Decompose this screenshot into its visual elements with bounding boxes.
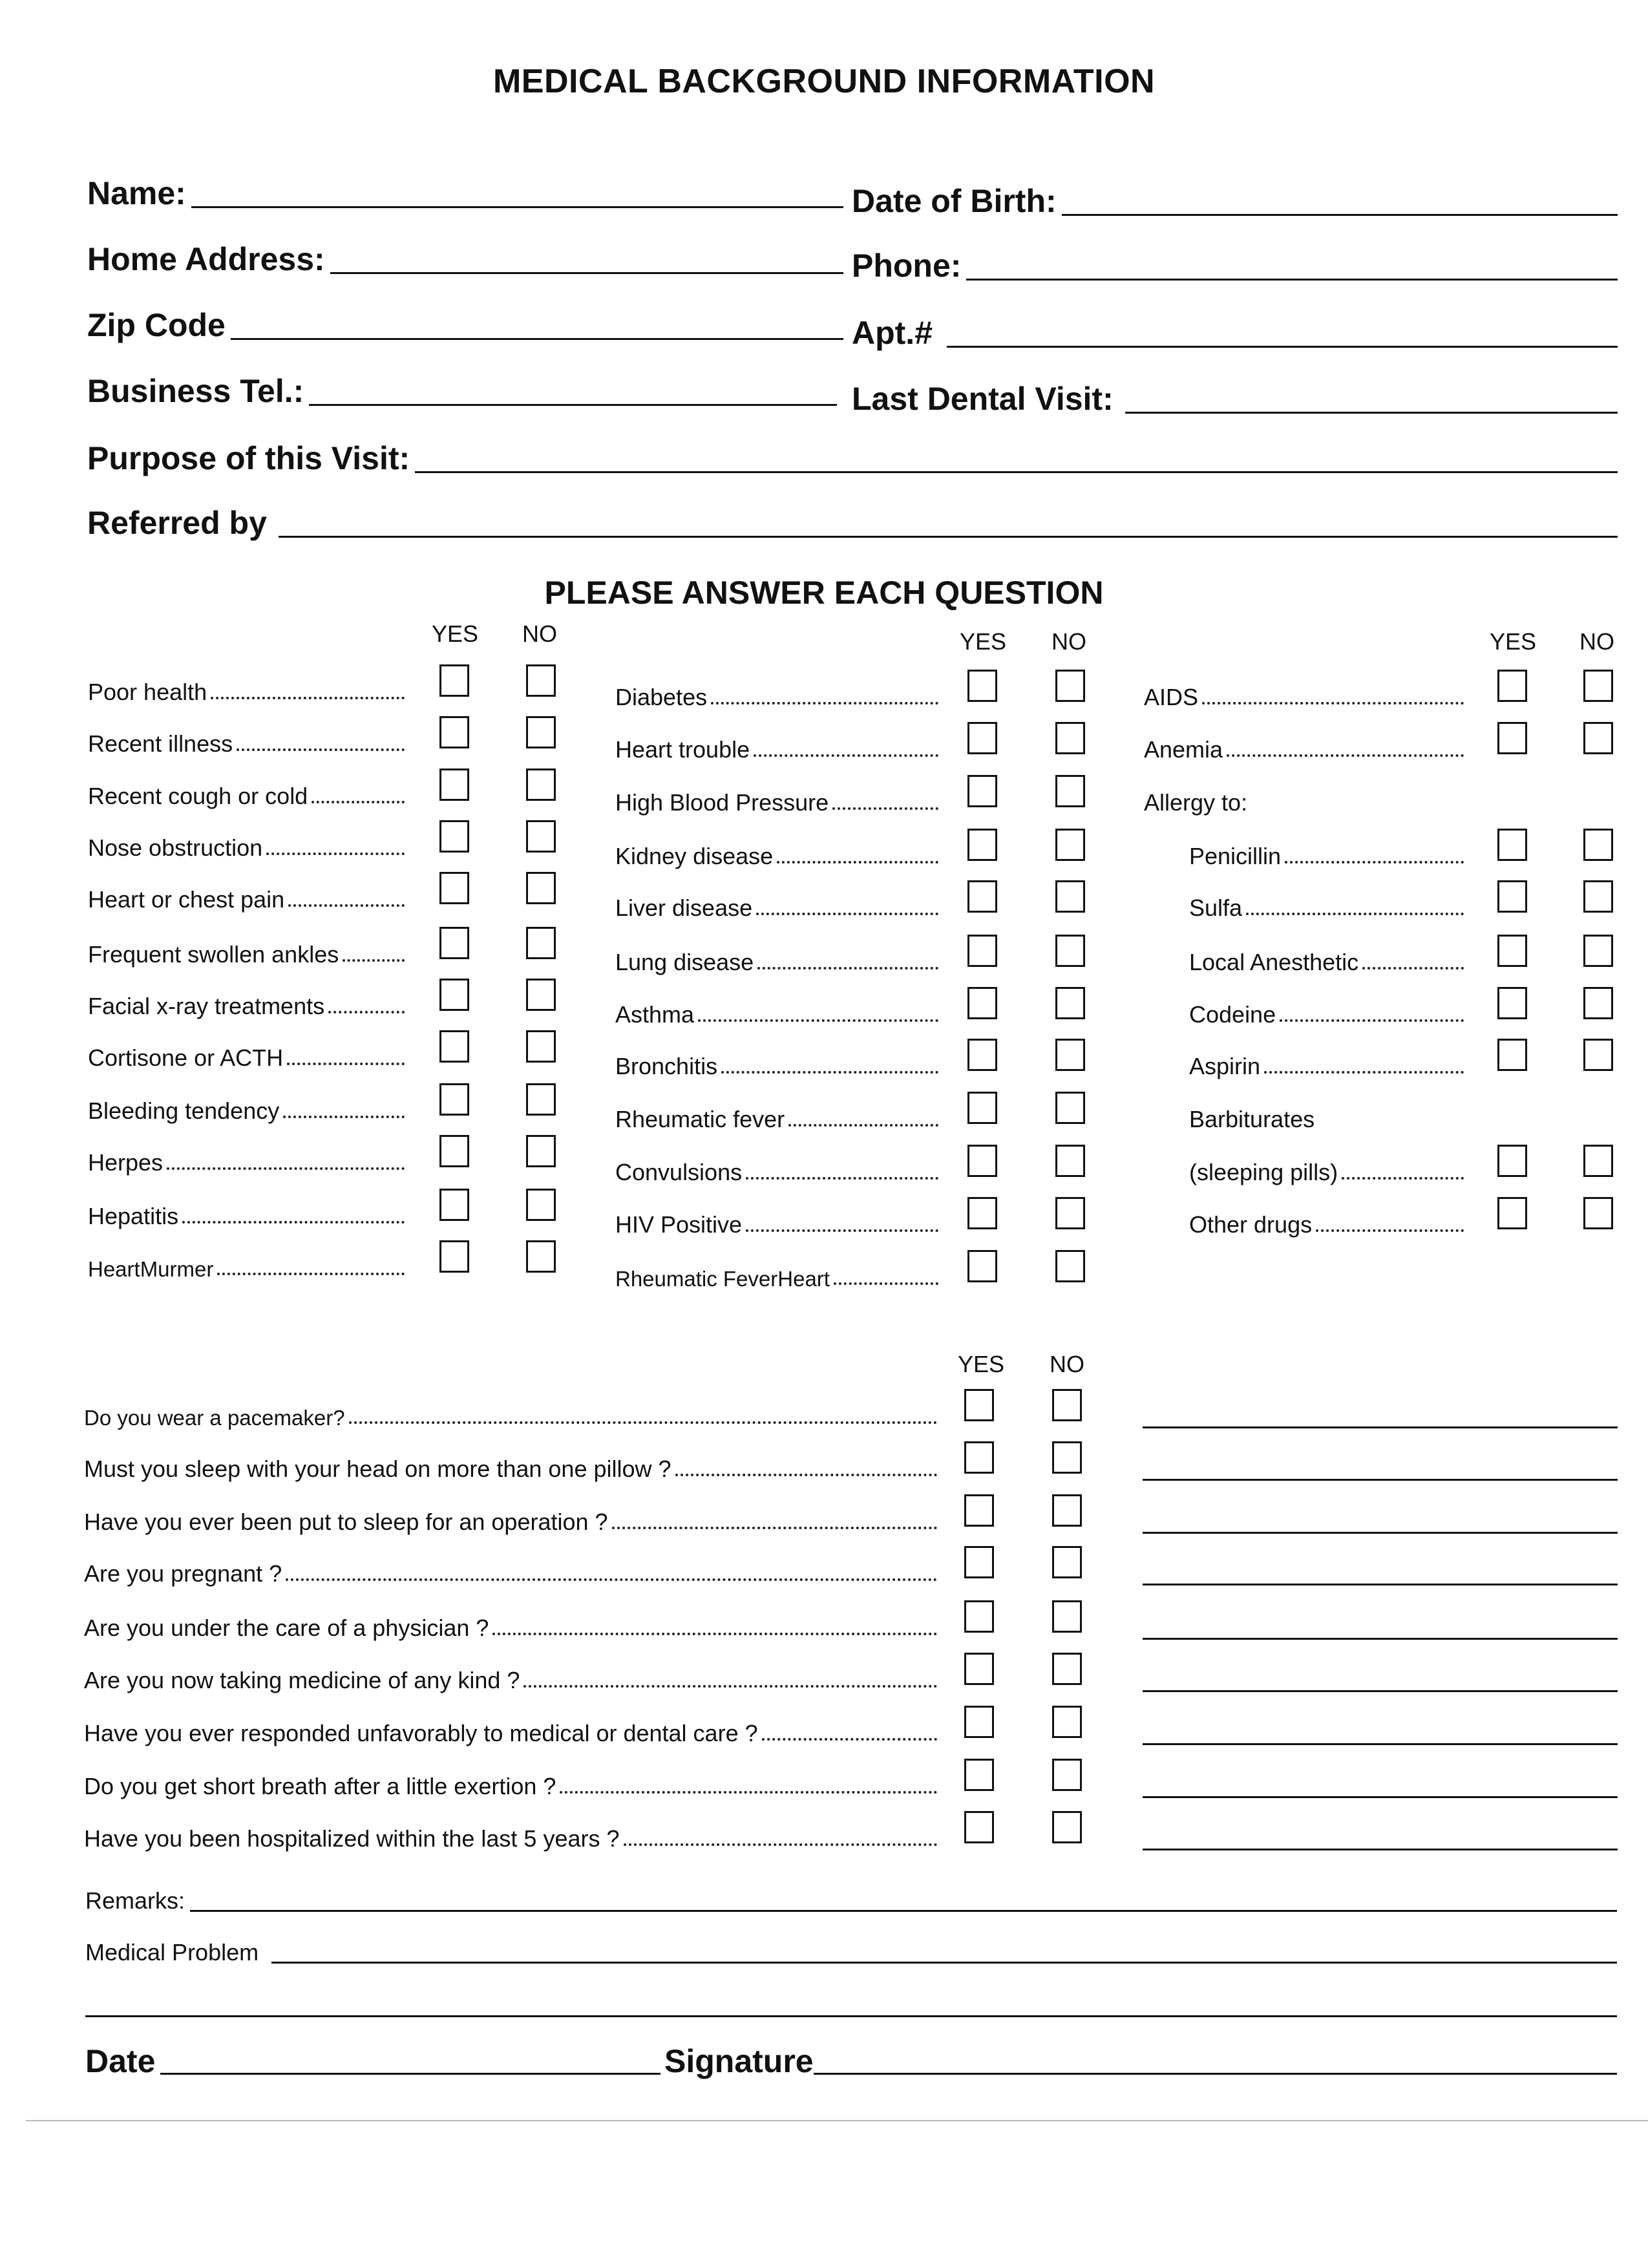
condition-row	[615, 1049, 938, 1080]
condition-label: Codeine	[1189, 1001, 1276, 1028]
dob-line[interactable]	[1062, 214, 1618, 216]
yes-checkbox[interactable]	[967, 880, 997, 913]
zip-code-line[interactable]	[231, 338, 843, 340]
dotted-leader	[1227, 754, 1464, 757]
dotted-leader	[286, 1578, 937, 1581]
business-tel-line[interactable]	[309, 404, 837, 406]
yes-column-header: YES	[432, 620, 479, 647]
yes-checkbox[interactable]	[439, 1240, 469, 1273]
condition-label: Barbiturates	[1189, 1106, 1315, 1132]
no-checkbox[interactable]	[526, 716, 556, 748]
signature-label: Signature	[664, 2043, 814, 2079]
condition-label: Convulsions	[615, 1159, 743, 1185]
condition-label: Herpes	[88, 1149, 164, 1176]
condition-row	[1189, 1049, 1464, 1080]
no-checkbox[interactable]	[526, 1189, 556, 1221]
no-checkbox[interactable]	[1583, 670, 1613, 702]
yes-checkbox[interactable]	[967, 935, 997, 967]
yes-checkbox[interactable]	[964, 1441, 994, 1474]
yes-checkbox[interactable]	[1497, 722, 1527, 754]
condition-label: Asthma	[615, 1001, 695, 1028]
answer-detail-line[interactable]	[1143, 1796, 1618, 1798]
condition-row	[1189, 1155, 1464, 1186]
no-column-header: NO	[522, 620, 557, 647]
yes-checkbox[interactable]	[967, 829, 997, 861]
purpose-of-visit-field[interactable]	[87, 440, 1618, 477]
question-row	[84, 1452, 937, 1483]
dotted-leader	[698, 1019, 938, 1022]
condition-label: Recent illness	[88, 730, 233, 757]
dotted-leader	[343, 959, 405, 962]
condition-label: Cortisone or ACTH	[88, 1044, 284, 1071]
no-checkbox[interactable]	[1055, 670, 1085, 702]
condition-row	[615, 680, 938, 711]
answer-detail-line[interactable]	[1143, 1584, 1618, 1585]
condition-row	[88, 1041, 405, 1072]
condition-row	[1189, 1207, 1464, 1238]
home-address-label: Home Address:	[87, 241, 325, 277]
condition-row	[88, 1199, 405, 1230]
remarks-field[interactable]	[85, 1887, 1617, 1914]
condition-label: Bronchitis	[615, 1053, 718, 1079]
medical-problem-extra-line[interactable]	[85, 2015, 1617, 2017]
dotted-leader	[711, 702, 938, 705]
dotted-leader	[182, 1221, 405, 1224]
no-checkbox[interactable]	[1055, 987, 1085, 1019]
date-label: Date	[85, 2043, 156, 2079]
dotted-leader	[328, 1011, 405, 1013]
dotted-leader	[746, 1229, 938, 1232]
page-edge	[26, 2120, 1648, 2121]
no-checkbox[interactable]	[1055, 1145, 1085, 1177]
no-checkbox[interactable]	[526, 979, 556, 1011]
no-checkbox[interactable]	[526, 872, 556, 904]
yes-checkbox[interactable]	[1497, 935, 1527, 967]
condition-label: Rheumatic fever	[615, 1106, 785, 1132]
condition-row	[1144, 680, 1464, 711]
answer-detail-line[interactable]	[1143, 1743, 1618, 1745]
yes-checkbox[interactable]	[439, 1030, 469, 1063]
referred-by-field[interactable]	[87, 504, 1618, 542]
condition-label: Allergy to:	[1144, 789, 1248, 816]
phone-label: Phone:	[852, 248, 962, 284]
condition-label: Nose obstruction	[88, 834, 263, 861]
yes-checkbox[interactable]	[439, 768, 469, 801]
dotted-leader	[283, 1116, 405, 1118]
question-row	[84, 1399, 937, 1430]
no-checkbox[interactable]	[1052, 1706, 1082, 1738]
no-checkbox[interactable]	[1583, 1039, 1613, 1071]
yes-checkbox[interactable]	[967, 1039, 997, 1071]
answer-detail-line[interactable]	[1143, 1479, 1618, 1481]
yes-checkbox[interactable]	[967, 1092, 997, 1124]
remarks-label: Remarks:	[85, 1887, 185, 1914]
yes-checkbox[interactable]	[964, 1494, 994, 1527]
no-checkbox[interactable]	[1052, 1811, 1082, 1843]
dotted-leader	[834, 1282, 938, 1285]
condition-label: HIV Positive	[615, 1211, 743, 1238]
yes-checkbox[interactable]	[439, 927, 469, 959]
no-checkbox[interactable]	[526, 820, 556, 853]
dotted-leader	[757, 967, 938, 970]
zip-code-label: Zip Code	[87, 307, 226, 343]
phone-field[interactable]	[852, 247, 1618, 284]
phone-line[interactable]	[966, 279, 1618, 281]
condition-label: Lung disease	[615, 949, 754, 975]
dotted-leader	[312, 801, 405, 803]
no-checkbox[interactable]	[1583, 880, 1613, 913]
yes-column-header: YES	[1490, 628, 1537, 655]
yes-checkbox[interactable]	[439, 820, 469, 853]
no-checkbox[interactable]	[1583, 722, 1613, 754]
signature-line[interactable]	[814, 2073, 1617, 2075]
condition-row	[88, 1094, 405, 1125]
yes-checkbox[interactable]	[967, 775, 997, 807]
question-row	[84, 1663, 937, 1694]
no-checkbox[interactable]	[1055, 829, 1085, 861]
business-tel-label: Business Tel.:	[87, 373, 304, 409]
condition-label: HeartMurmer	[88, 1257, 214, 1281]
dotted-leader	[1362, 967, 1464, 970]
dotted-leader	[1342, 1177, 1464, 1180]
question-row	[84, 1611, 937, 1642]
business-tel-field[interactable]	[87, 372, 837, 410]
medical-problem-line[interactable]	[271, 1962, 1617, 1964]
date-line[interactable]	[160, 2073, 660, 2075]
dotted-leader	[675, 1474, 937, 1476]
last-dental-visit-field[interactable]	[852, 380, 1618, 418]
condition-label: Facial x-ray treatments	[88, 993, 325, 1019]
condition-row	[88, 1251, 405, 1282]
yes-checkbox[interactable]	[1497, 1145, 1527, 1177]
dotted-leader	[746, 1177, 938, 1180]
condition-label: Other drugs	[1189, 1211, 1313, 1238]
medical-problem-field[interactable]	[85, 1939, 1617, 1966]
no-column-header: NO	[1050, 1351, 1084, 1377]
yes-checkbox[interactable]	[1497, 880, 1527, 913]
condition-row	[615, 1207, 938, 1238]
condition-label: Hepatitis	[88, 1203, 179, 1229]
condition-row	[88, 989, 405, 1020]
no-checkbox[interactable]	[1583, 987, 1613, 1019]
dob-label: Date of Birth:	[852, 183, 1057, 219]
condition-row	[615, 839, 938, 870]
condition-label: Diabetes	[615, 684, 708, 710]
condition-row	[1189, 997, 1464, 1028]
yes-checkbox[interactable]	[439, 1135, 469, 1167]
condition-row	[615, 1260, 938, 1291]
last-dental-visit-label: Last Dental Visit:	[852, 381, 1114, 417]
condition-row	[88, 726, 405, 758]
yes-checkbox[interactable]	[1497, 987, 1527, 1019]
condition-label: (sleeping pills)	[1189, 1159, 1338, 1185]
no-checkbox[interactable]	[1055, 722, 1085, 754]
date-field[interactable]	[85, 2042, 660, 2080]
yes-checkbox[interactable]	[967, 722, 997, 754]
yes-column-header: YES	[960, 628, 1007, 655]
dotted-leader	[624, 1843, 938, 1846]
condition-row	[615, 945, 938, 976]
yes-checkbox[interactable]	[439, 1083, 469, 1116]
yes-checkbox[interactable]	[439, 664, 469, 697]
question-label: Do you get short breath after a little exertion ?	[84, 1773, 556, 1799]
condition-row	[615, 785, 938, 816]
condition-row	[1189, 945, 1464, 976]
no-checkbox[interactable]	[1583, 1145, 1613, 1177]
apt-label: Apt.#	[852, 315, 933, 351]
question-label: Are you pregnant ?	[84, 1560, 282, 1587]
home-address-line[interactable]	[330, 272, 843, 274]
no-checkbox[interactable]	[1055, 1039, 1085, 1071]
question-label: Have you been hospitalized within the last 5 years ?	[84, 1825, 620, 1852]
apt-line[interactable]	[947, 346, 1618, 348]
no-checkbox[interactable]	[526, 1030, 556, 1063]
yes-checkbox[interactable]	[967, 670, 997, 702]
condition-label: Rheumatic FeverHeart	[615, 1267, 830, 1291]
condition-label: Poor health	[88, 679, 207, 705]
yes-checkbox[interactable]	[967, 1250, 997, 1282]
condition-row	[88, 937, 405, 968]
condition-row	[615, 891, 938, 922]
no-column-header: NO	[1051, 628, 1086, 655]
question-row	[84, 1556, 937, 1587]
condition-row	[1144, 732, 1464, 763]
dotted-leader	[832, 807, 938, 810]
zip-code-field[interactable]	[87, 306, 843, 344]
no-checkbox[interactable]	[1055, 1197, 1085, 1229]
yes-checkbox[interactable]	[439, 1189, 469, 1221]
answer-detail-line[interactable]	[1143, 1532, 1618, 1534]
yes-checkbox[interactable]	[964, 1546, 994, 1578]
yes-column-header: YES	[958, 1351, 1005, 1377]
no-checkbox[interactable]	[526, 1240, 556, 1273]
no-checkbox[interactable]	[1583, 935, 1613, 967]
answer-detail-line[interactable]	[1143, 1638, 1618, 1640]
condition-label: Local Anesthetic	[1189, 949, 1359, 975]
question-row	[84, 1505, 937, 1536]
yes-checkbox[interactable]	[967, 1197, 997, 1229]
condition-label: Penicillin	[1189, 843, 1282, 869]
condition-label: Kidney disease	[615, 843, 774, 869]
dotted-leader	[1285, 861, 1464, 864]
yes-checkbox[interactable]	[967, 987, 997, 1019]
condition-label: High Blood Pressure	[615, 789, 829, 816]
dotted-leader	[523, 1685, 937, 1688]
no-checkbox[interactable]	[1052, 1389, 1082, 1421]
no-checkbox[interactable]	[1052, 1600, 1082, 1633]
dotted-leader	[288, 904, 405, 907]
condition-row	[615, 997, 938, 1028]
no-checkbox[interactable]	[526, 664, 556, 697]
question-label: Have you ever been put to sleep for an operation ?	[84, 1509, 608, 1535]
question-label: Have you ever responded unfavorably to medical or dental care ?	[84, 1720, 758, 1746]
no-checkbox[interactable]	[526, 927, 556, 959]
yes-checkbox[interactable]	[439, 979, 469, 1011]
dotted-leader	[756, 913, 938, 915]
yes-checkbox[interactable]	[964, 1759, 994, 1791]
condition-row	[1189, 839, 1464, 870]
no-checkbox[interactable]	[1055, 775, 1085, 807]
yes-checkbox[interactable]	[1497, 670, 1527, 702]
condition-label: Sulfa	[1189, 895, 1243, 921]
no-checkbox[interactable]	[1055, 1092, 1085, 1124]
yes-checkbox[interactable]	[964, 1653, 994, 1685]
dotted-leader	[777, 861, 938, 864]
dotted-leader	[1316, 1229, 1464, 1232]
condition-label: Heart or chest pain	[88, 886, 285, 913]
condition-label: AIDS	[1144, 684, 1199, 710]
yes-checkbox[interactable]	[964, 1811, 994, 1843]
medical-problem-label: Medical Problem	[85, 1939, 259, 1966]
condition-row	[88, 831, 405, 862]
dotted-leader	[167, 1167, 405, 1170]
name-line[interactable]	[191, 206, 843, 208]
yes-checkbox[interactable]	[439, 716, 469, 748]
condition-label: Heart trouble	[615, 736, 750, 763]
dotted-leader	[1246, 913, 1464, 915]
apt-field[interactable]	[852, 314, 1618, 352]
dotted-leader	[211, 697, 405, 699]
condition-row	[615, 1102, 938, 1133]
section-title: PLEASE ANSWER EACH QUESTION	[544, 575, 1104, 611]
yes-checkbox[interactable]	[1497, 1197, 1527, 1229]
dotted-leader	[217, 1273, 405, 1275]
yes-checkbox[interactable]	[439, 872, 469, 904]
dotted-leader	[788, 1124, 938, 1127]
no-checkbox[interactable]	[1052, 1494, 1082, 1527]
referred-by-line[interactable]	[279, 536, 1618, 538]
signature-field[interactable]	[664, 2042, 1617, 2080]
question-row	[84, 1716, 937, 1747]
dotted-leader	[266, 853, 405, 855]
answer-detail-line[interactable]	[1143, 1690, 1618, 1692]
no-checkbox[interactable]	[526, 1083, 556, 1116]
purpose-of-visit-line[interactable]	[415, 471, 1618, 473]
condition-row	[88, 882, 405, 913]
dotted-leader	[1202, 702, 1464, 705]
dotted-leader	[492, 1633, 937, 1635]
no-checkbox[interactable]	[1055, 1250, 1085, 1282]
dotted-leader	[1280, 1019, 1464, 1022]
condition-row	[88, 1145, 405, 1176]
last-dental-visit-line[interactable]	[1125, 412, 1618, 414]
condition-row	[1189, 891, 1464, 922]
no-checkbox[interactable]	[1583, 829, 1613, 861]
dotted-leader	[287, 1063, 405, 1065]
dotted-leader	[237, 748, 405, 751]
name-field[interactable]	[87, 175, 843, 212]
condition-row	[615, 1155, 938, 1186]
condition-row	[88, 779, 405, 810]
dotted-leader	[612, 1527, 937, 1529]
question-label: Are you under the care of a physician ?	[84, 1615, 489, 1641]
remarks-line[interactable]	[190, 1910, 1617, 1912]
no-checkbox[interactable]	[1583, 1197, 1613, 1229]
referred-by-label: Referred by	[87, 505, 267, 541]
condition-row	[1189, 1102, 1464, 1133]
question-label: Must you sleep with your head on more than one pillow ?	[84, 1456, 671, 1482]
dotted-leader	[754, 754, 938, 757]
question-row	[84, 1821, 937, 1852]
dotted-leader	[560, 1791, 937, 1794]
condition-row	[615, 732, 938, 763]
condition-row	[1144, 785, 1464, 816]
home-address-field[interactable]	[87, 240, 843, 278]
dob-field[interactable]	[852, 182, 1618, 220]
dotted-leader	[349, 1421, 937, 1424]
yes-checkbox[interactable]	[964, 1600, 994, 1633]
dotted-leader	[762, 1738, 937, 1741]
question-row	[84, 1769, 937, 1800]
answer-detail-line[interactable]	[1143, 1426, 1618, 1428]
dotted-leader	[721, 1071, 938, 1074]
yes-checkbox[interactable]	[964, 1389, 994, 1421]
no-checkbox[interactable]	[526, 1135, 556, 1167]
no-checkbox[interactable]	[1052, 1441, 1082, 1474]
condition-label: Anemia	[1144, 736, 1223, 763]
form-title: MEDICAL BACKGROUND INFORMATION	[492, 63, 1156, 100]
no-checkbox[interactable]	[1052, 1759, 1082, 1791]
name-label: Name:	[87, 175, 186, 211]
yes-checkbox[interactable]	[1497, 1039, 1527, 1071]
condition-label: Liver disease	[615, 895, 753, 921]
purpose-of-visit-label: Purpose of this Visit:	[87, 440, 410, 476]
condition-label: Recent cough or cold	[88, 783, 308, 809]
question-label: Do you wear a pacemaker?	[84, 1406, 345, 1430]
condition-label: Bleeding tendency	[88, 1097, 280, 1124]
condition-row	[88, 675, 405, 706]
yes-checkbox[interactable]	[964, 1706, 994, 1738]
yes-checkbox[interactable]	[967, 1145, 997, 1177]
yes-checkbox[interactable]	[1497, 829, 1527, 861]
no-checkbox[interactable]	[1052, 1653, 1082, 1685]
dotted-leader	[1264, 1071, 1464, 1074]
answer-detail-line[interactable]	[1143, 1849, 1618, 1850]
no-checkbox[interactable]	[526, 768, 556, 801]
condition-label: Aspirin	[1189, 1053, 1261, 1079]
no-checkbox[interactable]	[1055, 935, 1085, 967]
no-checkbox[interactable]	[1055, 880, 1085, 913]
condition-label: Frequent swollen ankles	[88, 941, 339, 968]
no-checkbox[interactable]	[1052, 1546, 1082, 1578]
no-column-header: NO	[1579, 628, 1614, 655]
question-label: Are you now taking medicine of any kind ?	[84, 1667, 520, 1693]
